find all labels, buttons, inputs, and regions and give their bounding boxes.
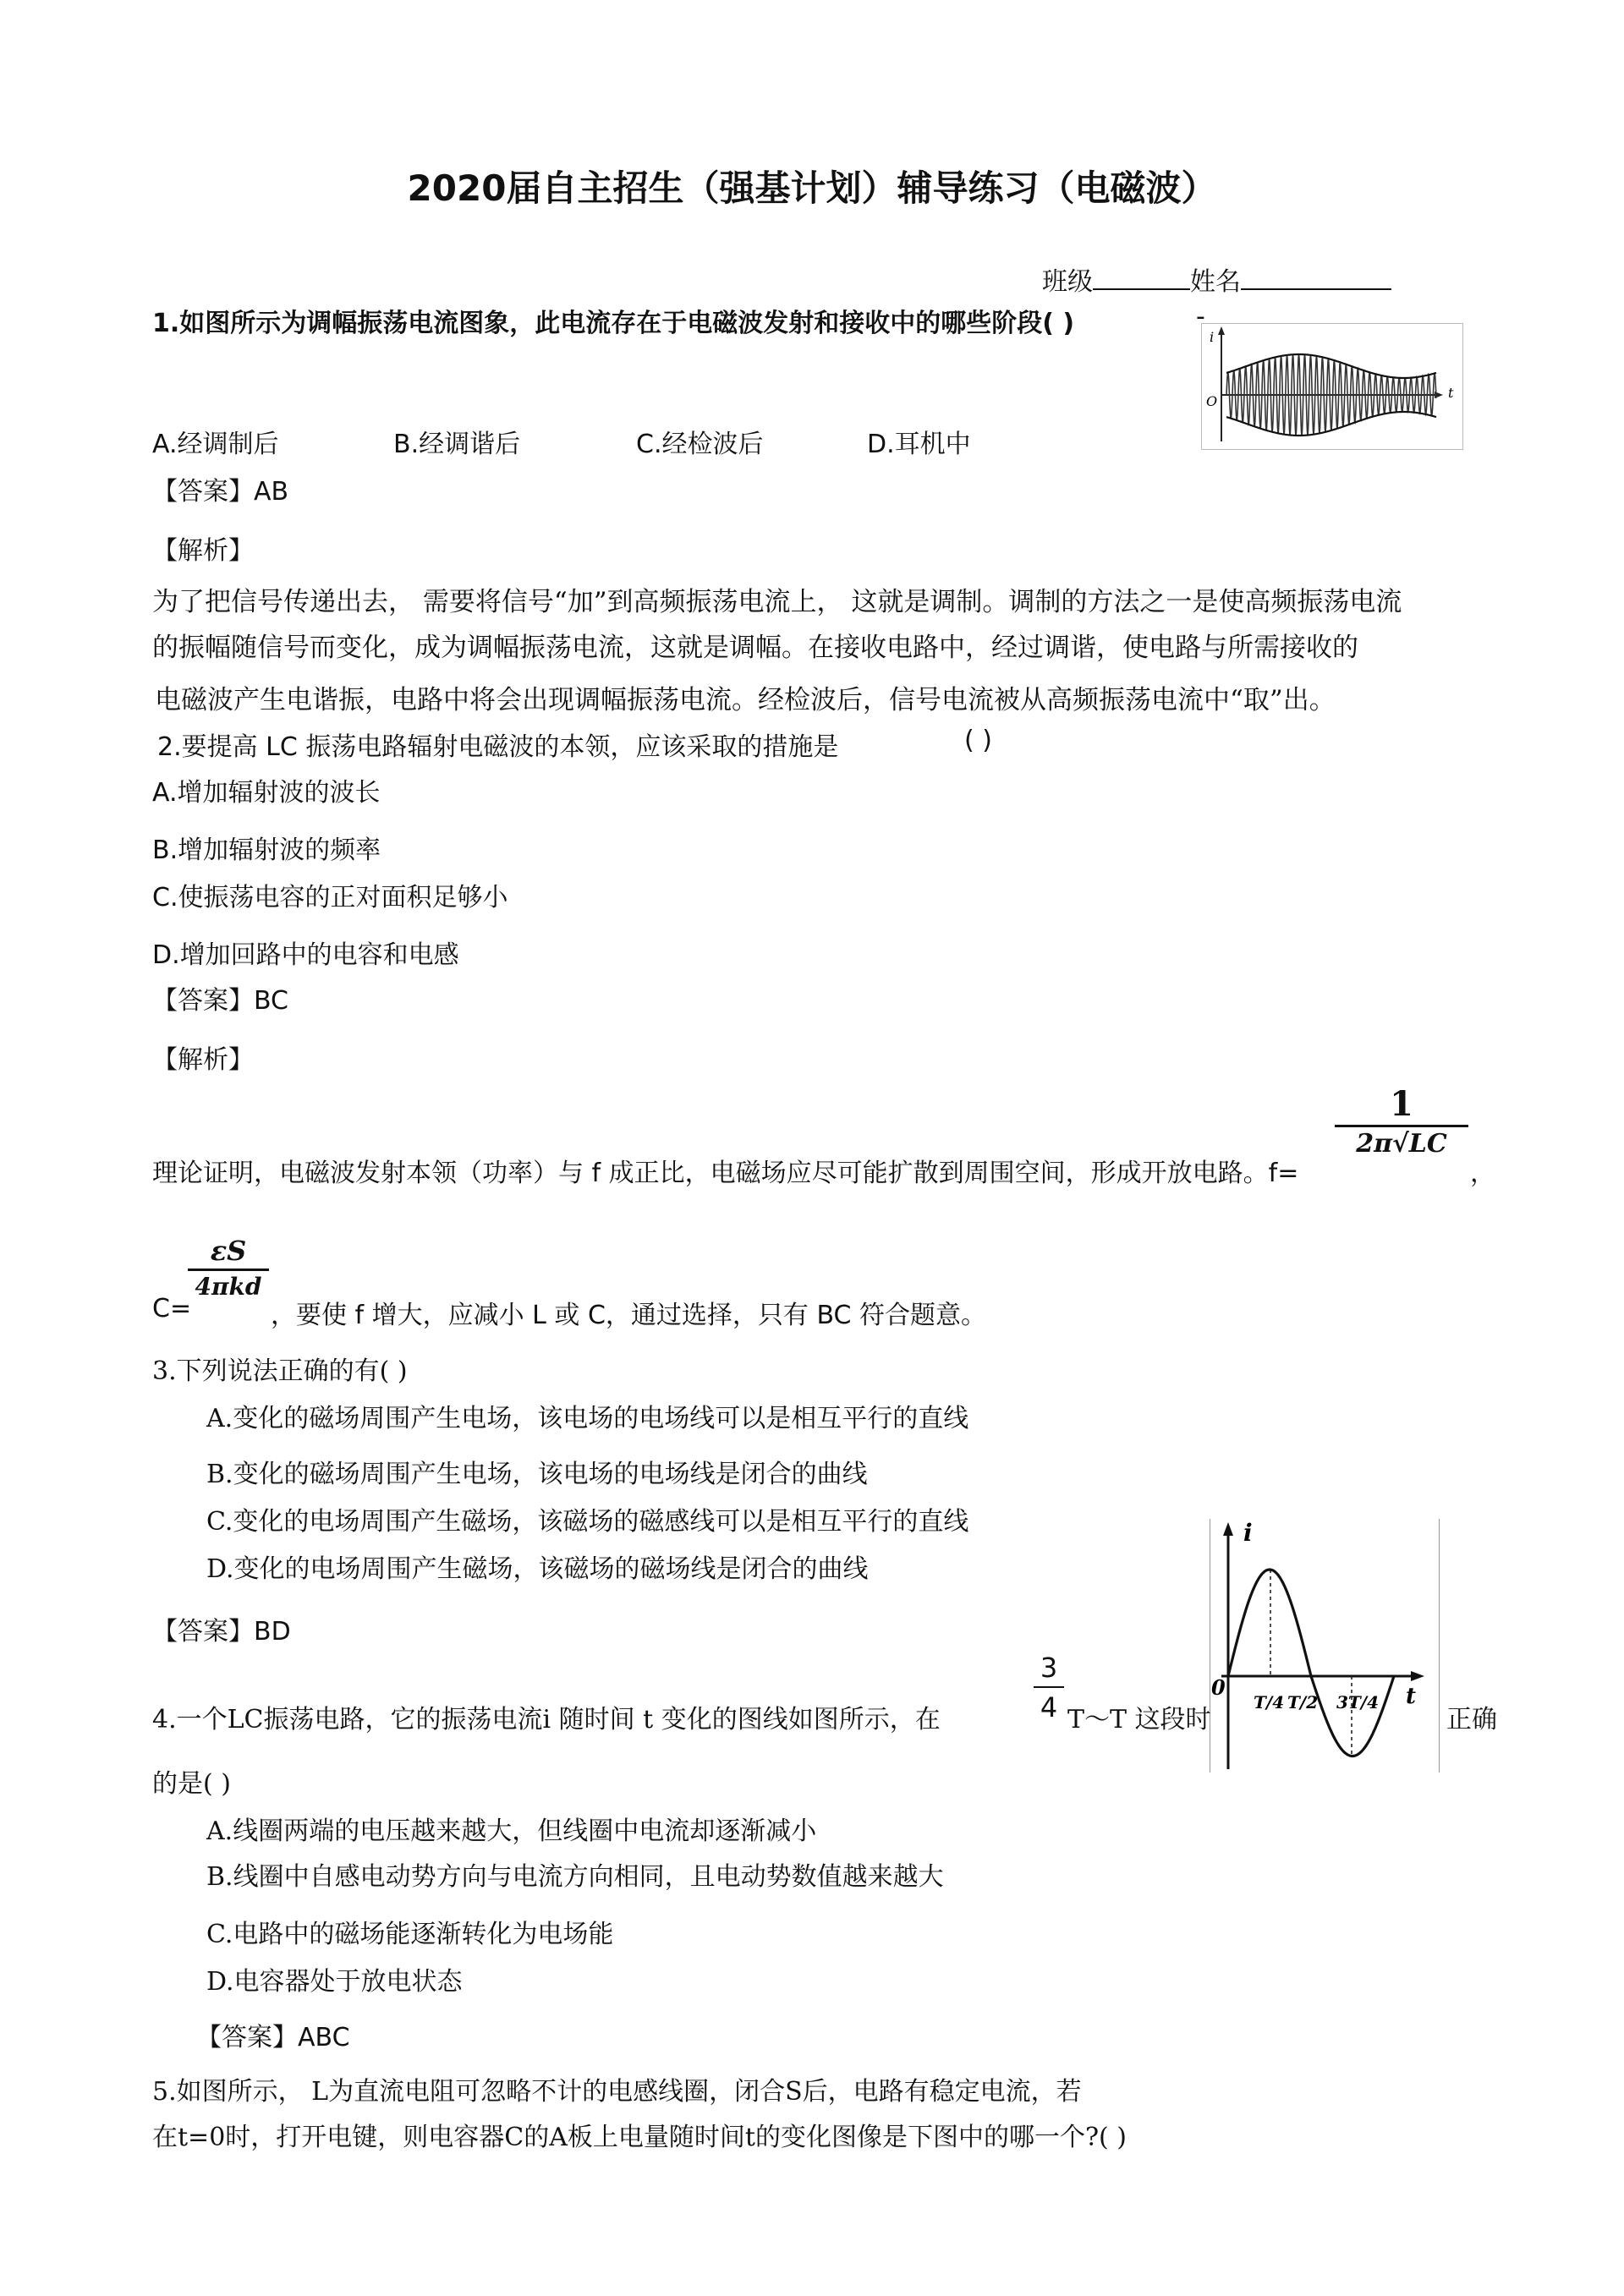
q3-stem: 3.下列说法正确的有( ) [152,1356,408,1386]
q2-analysis-line-1-tail: ， [1470,1159,1495,1188]
q3-option-c[interactable]: C.变化的电场周围产生磁场，该磁场的磁感线可以是相互平行的直线 [206,1507,969,1537]
formula-f-denominator: 2π√LC [1335,1125,1468,1161]
q3-option-a[interactable]: A.变化的磁场周围产生电场，该电场的电场线可以是相互平行的直线 [206,1404,969,1433]
q4-option-a[interactable]: A.线圈两端的电压越来越大，但线圈中电流却逐渐减小 [206,1817,817,1846]
class-name-header [1042,260,1391,298]
q4-stem-post: T～T 这段时 [1067,1705,1211,1734]
q1-analysis-label: 【解析】 [152,536,254,566]
q4-stem-tail: 正确 [1446,1705,1497,1734]
q4-stem-pre: 4.一个LC振荡电路，它的振荡电流i 随时间 t 变化的图线如图所示，在 [152,1705,941,1734]
q1-axis-i-label: i [1210,329,1215,345]
q5-line-1: 5.如图所示， L为直流电阻可忽略不计的电感线圈，闭合S后，电路有稳定电流，若 [152,2077,1082,2107]
q2-option-a[interactable]: A.增加辐射波的波长 [152,778,381,808]
q4-answer: 【答案】ABC [196,2023,350,2052]
q1-origin-label: O [1206,393,1218,409]
q4-axis-t-label: t [1406,1684,1417,1709]
q2-analysis-line-1: 理论证明，电磁波发射本领（功率）与 f 成正比，电磁场应尽可能扩散到周围空间，形成开放电路。f= [152,1159,1299,1188]
lc-oscillation-graph [1210,1515,1440,1773]
q2-option-b[interactable]: B.增加辐射波的频率 [152,836,381,865]
q3-option-d[interactable]: D.变化的电场周围产生磁场，该磁场的磁场线是闭合的曲线 [206,1554,869,1584]
q1-analysis-line-2: 的振幅随信号而变化，成为调幅振荡电流，这就是调幅。在接收电路中，经过调谐，使电路与所需接收的 [152,633,1358,663]
q4-tick-t4: T/4 [1254,1692,1285,1712]
am-current-graph [1201,323,1463,450]
q1-axis-t-label: t [1448,385,1454,401]
name-label: 姓名 [1190,267,1241,297]
page-title: 2020届自主招生（强基计划）辅导练习（电磁波） [407,167,1217,209]
q2-analysis-c-prefix: C= [152,1294,192,1323]
q4-fraction [1034,1649,1064,1727]
formula-f [1335,1084,1468,1161]
q2-option-d[interactable]: D.增加回路中的电容和电感 [152,940,459,970]
q4-fraction-numerator: 3 [1040,1652,1058,1684]
q4-tick-3t4: 3T/4 [1336,1692,1380,1712]
q2-option-c[interactable]: C.使振荡电容的正对面积足够小 [152,883,508,912]
q1-dash: - [1196,302,1205,332]
q2-analysis-line-2: ，要使 f 增大，应减小 L 或 C，通过选择，只有 BC 符合题意。 [271,1301,986,1330]
q1-option-a[interactable]: A.经调制后 [152,430,279,459]
q4-option-c[interactable]: C.电路中的磁场能逐渐转化为电场能 [206,1920,614,1949]
q2-answer-paren: ( ) [964,726,992,755]
q4-fraction-denominator: 4 [1034,1686,1064,1727]
q5-line-2: 在t=0时，打开电键，则电容器C的A板上电量随时间t的变化图像是下图中的哪一个?( ) [152,2123,1127,2152]
q4-origin-label: 0 [1211,1675,1226,1700]
q1-stem: 1.如图所示为调幅振荡电流图象，此电流存在于电磁波发射和接收中的哪些阶段( ) [152,309,1075,338]
q1-option-c[interactable]: C.经检波后 [636,430,764,459]
formula-f-numerator: 1 [1390,1084,1413,1124]
formula-c-numerator: εS [210,1235,247,1267]
q1-option-b[interactable]: B.经调谐后 [393,430,521,459]
q4-axis-i-label: i [1243,1519,1253,1547]
q4-stem-line-2: 的是( ) [152,1769,231,1799]
class-blank[interactable] [1093,265,1190,290]
q4-figure [1210,1515,1440,1773]
q2-stem: 2.要提高 LC 振荡电路辐射电磁波的本领，应该采取的措施是 [157,732,839,762]
q3-option-b[interactable]: B.变化的磁场周围产生电场，该电场的电场线是闭合的曲线 [206,1460,868,1489]
q1-analysis-line-3: 电磁波产生电谐振，电路中将会出现调幅振荡电流。经检波后，信号电流被从高频振荡电流中“取”出。 [155,685,1336,715]
class-label: 班级 [1042,267,1093,297]
q4-option-d[interactable]: D.电容器处于放电状态 [206,1967,463,1997]
formula-c [188,1233,269,1303]
q1-analysis-line-1: 为了把信号传递出去， 需要将信号“加”到高频振荡电流上， 这就是调制。调制的方法之一是使高频振荡电流 [152,587,1402,617]
q1-figure [1201,323,1463,450]
q1-answer: 【答案】AB [152,477,289,507]
q2-analysis-label: 【解析】 [152,1045,254,1075]
q4-option-b[interactable]: B.线圈中自感电动势方向与电流方向相同，且电动势数值越来越大 [206,1862,944,1892]
q4-tick-t2: T/2 [1287,1692,1319,1712]
q1-option-d[interactable]: D.耳机中 [867,430,971,459]
name-blank[interactable] [1241,265,1391,290]
formula-c-denominator: 4πkd [188,1269,269,1303]
q2-answer: 【答案】BC [152,986,289,1016]
q3-answer: 【答案】BD [152,1617,291,1647]
